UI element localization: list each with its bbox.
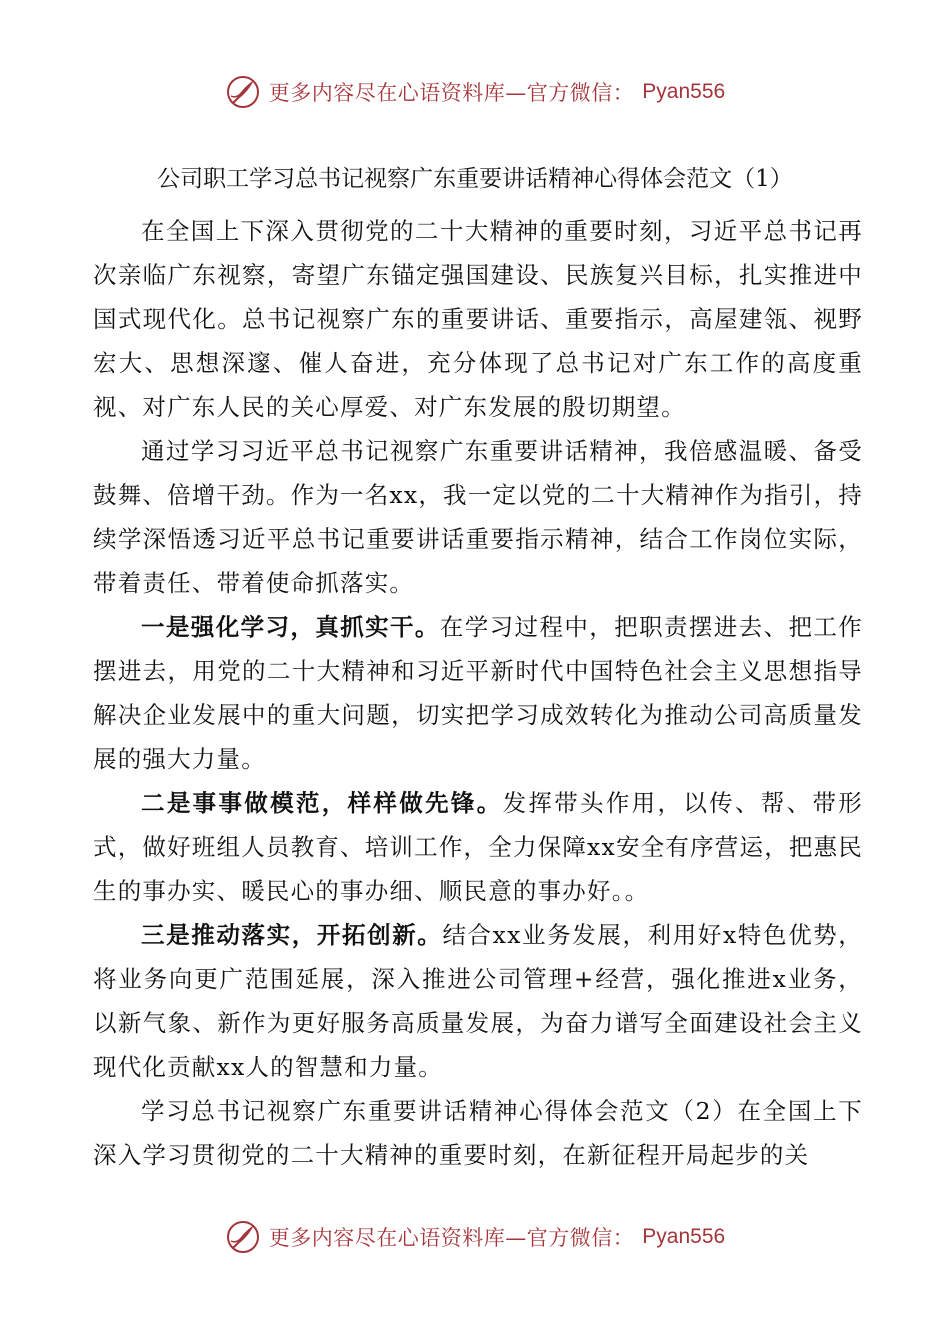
paragraph-text: 发挥带头作用，以传、帮、带形式，做好班组人员教育、培训工作，全力保障xx安全有序营运，把惠民生的事办实、暖民心的事办细、顺民意的事办好。。 [93,789,863,905]
paragraph [93,781,863,913]
paragraph-lead: 二是事事做模范，样样做先锋。 [141,789,503,817]
paragraph [93,209,863,429]
header-banner [0,72,950,112]
footer-banner [0,1217,950,1257]
paragraph [93,1089,863,1177]
banner-text: 更多内容尽在心语资料库—官方微信： [268,1226,635,1250]
banner-text: 更多内容尽在心语资料库—官方微信： [268,81,635,105]
wechat-handle: Pyan556 [642,1225,726,1248]
paragraph [93,605,863,781]
wechat-handle: Pyan556 [642,80,726,103]
paragraph-lead: 一是强化学习，真抓实干。 [141,613,440,641]
paragraph-text: 结合xx业务发展，利用好x特色优势，将业务向更广范围延展，深入推进公司管理+经营，强化推进x业务，以新气象、新作为更好服务高质量发展，为奋力谱写全面建设社会主义现代化贡献xx人的智慧和力量。 [93,921,864,1081]
paragraph-text: 在学习过程中，把职责摆进去、把工作摆进去，用党的二十大精神和习近平新时代中国特色社会主义思想指导解决企业发展中的重大问题，切实把学习成效转化为推动公司高质量发展的强大力量。 [93,613,863,773]
paragraph-text: 学习总书记视察广东重要讲话精神心得体会范文（2）在全国上下深入学习贯彻党的二十大精神的重要时刻，在新征程开局起步的关 [93,1097,863,1169]
document-title: 公司职工学习总书记视察广东重要讲话精神心得体会范文（1） [157,166,793,192]
paragraph [93,913,863,1089]
paragraph-text: 通过学习习近平总书记视察广东重要讲话精神，我倍感温暖、备受鼓舞、倍增干劲。作为一名xx，我一定以党的二十大精神作为指引，持续学深悟透习近平总书记重要讲话重要指示精神，结合工作岗位实际，带着责任、带着使命抓落实。 [93,437,863,597]
quill-pen-logo-icon [225,74,261,110]
paragraph-lead: 三是推动落实，开拓创新。 [141,921,443,949]
paragraph-text: 在全国上下深入贯彻党的二十大精神的重要时刻，习近平总书记再次亲临广东视察，寄望广东锚定强国建设、民族复兴目标，扎实推进中国式现代化。总书记视察广东的重要讲话、重要指示，高屋建瓴、视野宏大、思想深邃、催人奋进，充分体现了总书记对广东工作的高度重视、对广东人民的关心厚爱、对广东发展的殷切期望。 [93,217,863,421]
paragraph [93,429,863,605]
quill-pen-logo-icon [225,1219,261,1255]
document-body [93,209,863,1177]
